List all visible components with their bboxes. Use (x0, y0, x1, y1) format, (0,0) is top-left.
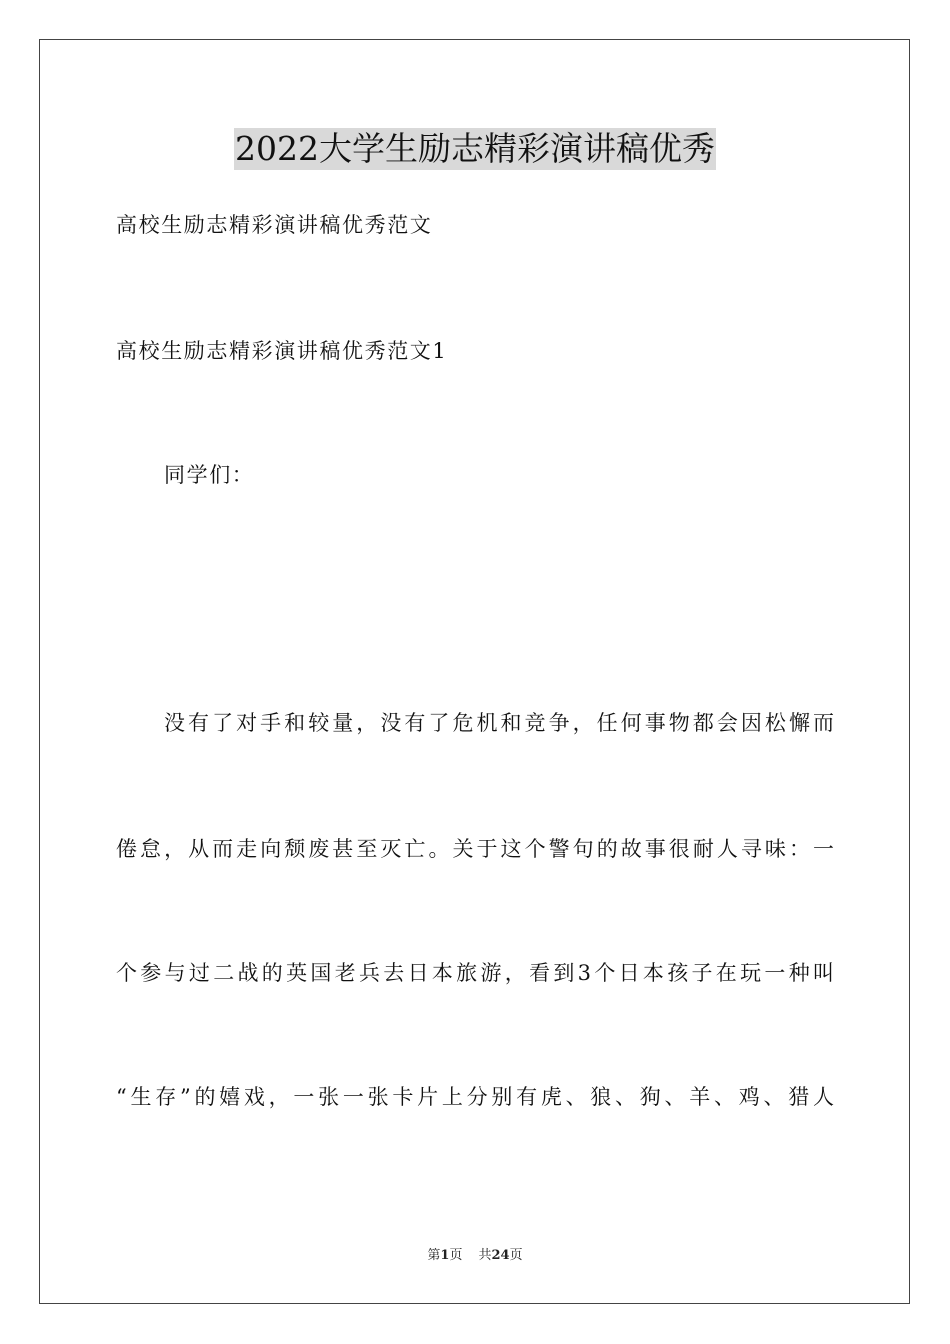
subtitle-line: 高校生励志精彩演讲稿优秀范文 (116, 213, 433, 237)
footer-page-suffix: 页 (449, 1248, 463, 1263)
footer-page-number: 1 (440, 1248, 450, 1263)
paragraph-line-2: 倦怠，从而走向颓废甚至灭亡。关于这个警句的故事很耐人寻味：一 (116, 837, 834, 861)
page-footer (0, 1247, 950, 1265)
footer-page-prefix: 第 (427, 1248, 441, 1263)
paragraph-line-3: 个参与过二战的英国老兵去日本旅游，看到3个日本孩子在玩一种叫 (116, 961, 834, 985)
paragraph-line-4: “生存”的嬉戏，一张一张卡片上分别有虎、狼、狗、羊、鸡、猎人 (116, 1085, 834, 1109)
footer-total-suffix: 页 (509, 1248, 523, 1263)
document-title-text: 2022大学生励志精彩演讲稿优秀 (235, 129, 715, 168)
section-heading: 高校生励志精彩演讲稿优秀范文1 (116, 339, 448, 363)
footer-total-prefix: 共 (478, 1248, 492, 1263)
document-title (0, 128, 950, 170)
footer-total-pages: 24 (491, 1248, 510, 1263)
paragraph-line-1: 没有了对手和较量，没有了危机和竞争，任何事物都会因松懈而 (164, 711, 834, 735)
salutation: 同学们： (164, 463, 255, 487)
